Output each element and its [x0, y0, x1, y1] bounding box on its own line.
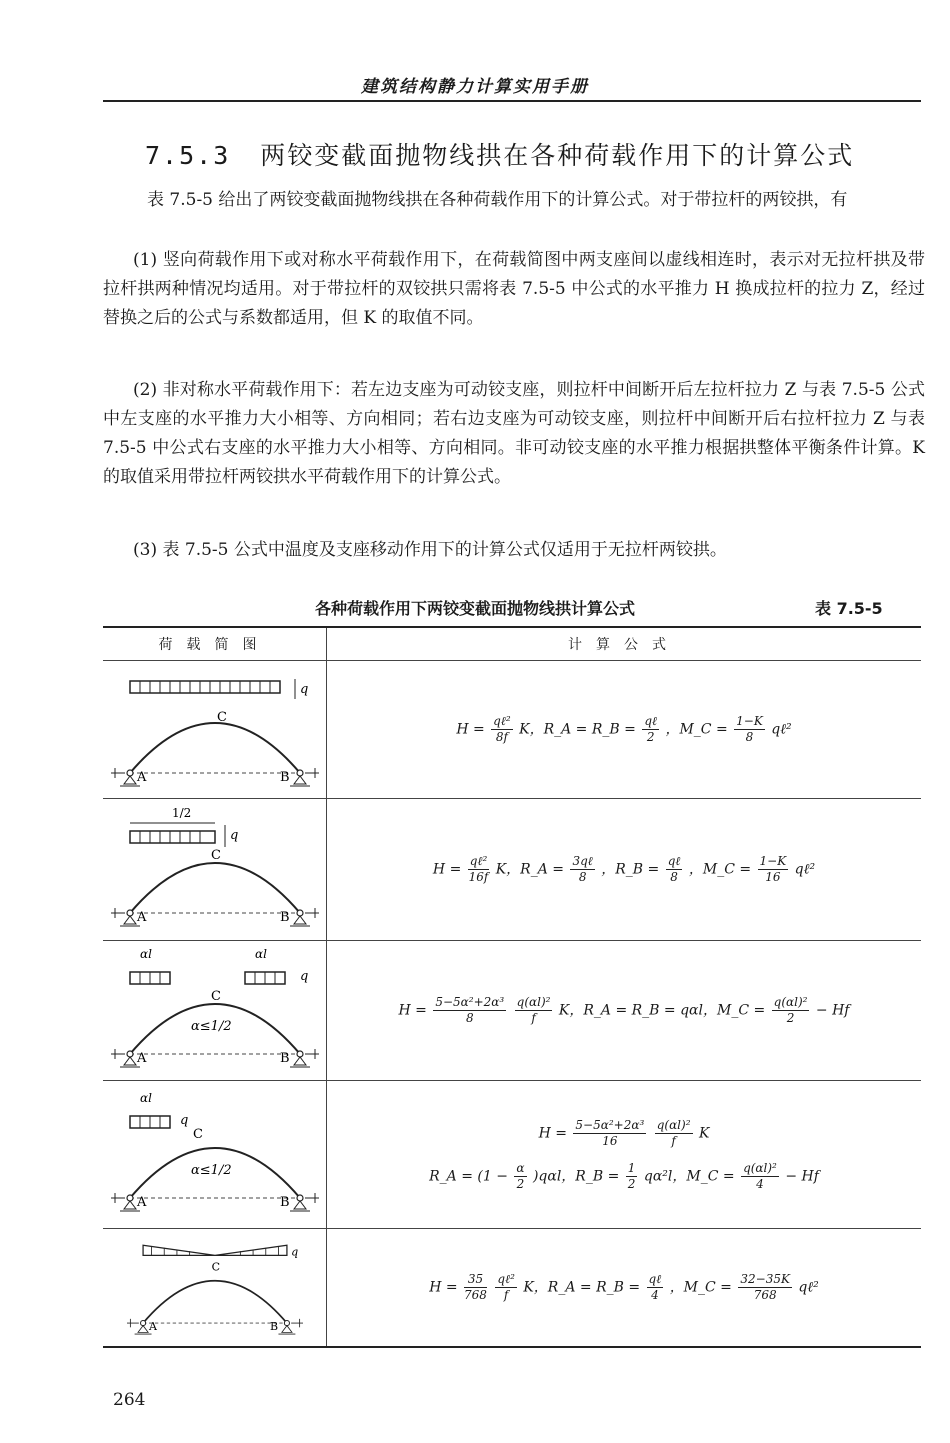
- svg-text:B: B: [269, 1320, 278, 1334]
- svg-text:B: B: [279, 1194, 290, 1210]
- svg-text:A: A: [136, 1050, 146, 1066]
- table-row: [103, 941, 921, 1081]
- load-label: q: [299, 681, 308, 697]
- table-header-row: [103, 627, 921, 661]
- col-header-formula: 计算公式: [327, 627, 922, 661]
- svg-text:A: A: [136, 909, 146, 925]
- paragraph-1: (1) 竖向荷载作用下或对称水平荷载作用下，在荷载简图中两支座间以虚线相连时，表示对无拉杆拱及带拉杆拱两种情况均适用。对于带拉杆的双铰拱只需将表 7.5-5 中公式的水平推力 H 换成拉杆的拉力 Z，经过替换之后的公式与系数都适用，但 K 的取值不同。: [103, 250, 925, 328]
- load-diagram-uniform: [103, 661, 327, 799]
- col-header-diagram: 荷载简图: [103, 627, 327, 661]
- page-number: 264: [113, 1390, 146, 1410]
- table-row: [103, 661, 921, 799]
- svg-text:B: B: [279, 909, 290, 925]
- section-heading: [145, 136, 854, 172]
- load-diagram-triangular: [103, 1229, 327, 1347]
- svg-text:A: A: [148, 1320, 157, 1334]
- svg-text:q: q: [299, 968, 308, 984]
- label-c: C: [216, 709, 227, 725]
- arch-diagram: [105, 803, 325, 933]
- svg-text:A: A: [136, 1194, 146, 1210]
- load-diagram-symmetric-partial: [103, 941, 327, 1081]
- formula-uniform: H = qℓ² 8f K，R_A = R_B = qℓ 2 ，M_C = $\frac{1-K}{8}$ qℓ²: [327, 661, 922, 799]
- header-rule: [103, 100, 921, 102]
- formula-triangular: H = $\frac{35}{768}$ qℓ² f K，R_A = R_B = qℓ 4 ，M_C = $\frac{32-35K}{768}$ qℓ²: [327, 1229, 922, 1347]
- svg-text:q: q: [179, 1112, 188, 1128]
- svg-text:C: C: [210, 988, 221, 1004]
- alpha-condition: α≤1/2: [190, 1018, 232, 1034]
- arch-diagram: [105, 1088, 325, 1218]
- section-title: 两铰变截面抛物线拱在各种荷载作用下的计算公式: [260, 141, 855, 170]
- svg-text:B: B: [279, 1050, 290, 1066]
- formula-symmetric-partial: H = $\frac{\text{5−5α²+2α³}}{8}$ $\frac{\text{q(αl)²}}{f}$ K，R_A = R_B = qαl，M_C = $\frac{\text{q(αl)²}}{2}$ − Hf: [327, 941, 922, 1081]
- svg-text:q: q: [290, 1245, 298, 1259]
- paragraph-3: (3) 表 7.5-5 公式中温度及支座移动作用下的计算公式仅适用于无拉杆两铰拱。: [133, 540, 727, 560]
- load-diagram-half: [103, 799, 327, 941]
- arch-diagram: [105, 663, 325, 793]
- svg-text:α≤1/2: α≤1/2: [190, 1162, 232, 1178]
- table-number: 表 7.5-5: [815, 599, 883, 618]
- formula-table: [103, 626, 921, 1348]
- svg-text:αl: αl: [139, 1090, 152, 1105]
- paragraph-intro: 表 7.5-5 给出了两铰变截面抛物线拱在各种荷载作用下的计算公式。对于带拉杆的两铰拱，有: [147, 190, 848, 210]
- table-caption: 各种荷载作用下两铰变截面抛物线拱计算公式: [315, 599, 636, 618]
- section-number: 7.5.3: [145, 141, 231, 170]
- label-b: B: [279, 769, 290, 785]
- table-row: [103, 1081, 921, 1229]
- arch-diagram: [105, 944, 325, 1074]
- half-span-label: 1/2: [171, 805, 191, 820]
- running-header: 建筑结构静力计算实用手册: [361, 77, 589, 97]
- table-row: [103, 1229, 921, 1347]
- paragraph-2: (2) 非对称水平荷载作用下：若左边支座为可动铰支座，则拉杆中间断开后左拉杆拉力 Z 与表 7.5-5 公式中左支座的水平推力大小相等、方向相同；若右边支座为可动铰支座，则拉杆中间断开后右拉杆拉力 Z 与表 7.5-5 中公式右支座的水平推力大小相等、方向相同。非可动铰支座的水平推力根据拱整体平衡条件计算。K 的取值采用带拉杆两铰拱水平荷载作用下的计算公式。: [103, 380, 925, 487]
- load-diagram-left-partial: [103, 1081, 327, 1229]
- svg-text:αl: αl: [139, 946, 152, 961]
- svg-text:q: q: [229, 827, 238, 843]
- arch-diagram: [105, 1230, 325, 1340]
- label-a: A: [136, 769, 146, 785]
- formula-half-span: H = qℓ² 16f K，R_A = 3qℓ 8 ，R_B = qℓ 8 ，M_C = $\frac{1-K}{16}$ qℓ²: [327, 799, 922, 941]
- svg-text:C: C: [192, 1126, 203, 1142]
- svg-text:αl: αl: [254, 946, 267, 961]
- svg-text:C: C: [211, 1260, 220, 1274]
- formula-left-partial: H = $\frac{\text{5−5α²+2α³}}{16}$ $\frac{\text{q(αl)²}}{f}$ K R_A = (1 − $\frac{\alpha}{2}$ )qαl，R_B = $\frac{1}{2}$ qα²l，M_C = $\frac{\text{q(αl)²}}{4}$ − Hf: [327, 1081, 922, 1229]
- svg-text:C: C: [210, 847, 221, 863]
- table-row: [103, 799, 921, 941]
